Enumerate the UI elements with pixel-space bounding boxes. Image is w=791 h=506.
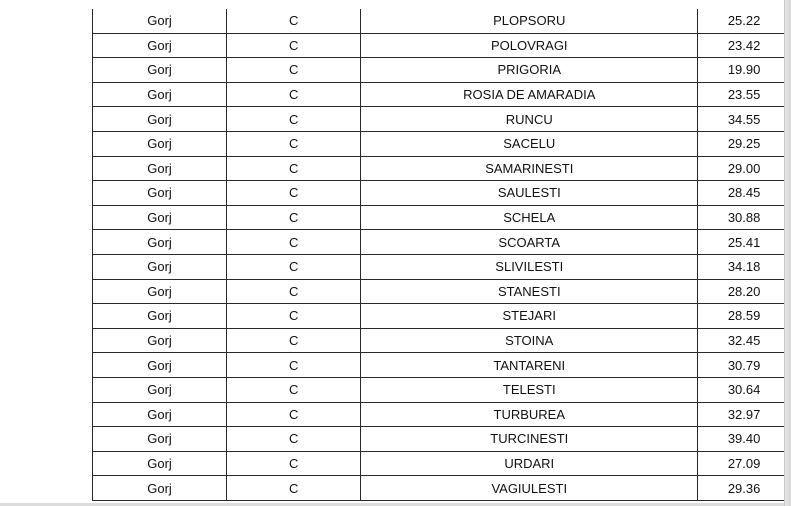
locality-cell: STOINA (361, 328, 698, 353)
locality-cell: TURCINESTI (361, 427, 698, 452)
table-row (93, 58, 791, 83)
locality-cell: SCHELA (361, 205, 698, 230)
value-cell: 28.45 (698, 181, 791, 206)
value-cell: 23.42 (698, 33, 791, 58)
table-row (93, 328, 791, 353)
value-cell: 25.41 (698, 230, 791, 255)
value-cell: 19.90 (698, 58, 791, 83)
locality-cell: SAMARINESTI (361, 156, 698, 181)
value-cell: 23.55 (698, 82, 791, 107)
county-cell: Gorj (93, 476, 227, 501)
table-row (93, 131, 791, 156)
category-cell: C (227, 9, 361, 33)
value-cell: 30.79 (698, 353, 791, 378)
locality-cell: SCOARTA (361, 230, 698, 255)
county-cell: Gorj (93, 9, 227, 33)
value-cell: 25.22 (698, 9, 791, 33)
value-cell: 27.09 (698, 451, 791, 476)
locality-cell: TANTARENI (361, 353, 698, 378)
county-cell: Gorj (93, 304, 227, 329)
value-cell: 28.59 (698, 304, 791, 329)
county-cell: Gorj (93, 328, 227, 353)
county-cell: Gorj (93, 82, 227, 107)
locality-cell: ROSIA DE AMARADIA (361, 82, 698, 107)
category-cell: C (227, 328, 361, 353)
category-cell: C (227, 181, 361, 206)
county-cell: Gorj (93, 279, 227, 304)
locality-cell: SAULESTI (361, 181, 698, 206)
category-cell: C (227, 279, 361, 304)
locality-cell: TURBUREA (361, 402, 698, 427)
table-row (93, 9, 791, 33)
table-row (93, 205, 791, 230)
locality-cell: TELESTI (361, 377, 698, 402)
table-row (93, 279, 791, 304)
value-cell: 29.00 (698, 156, 791, 181)
value-cell: 29.25 (698, 131, 791, 156)
category-cell: C (227, 156, 361, 181)
category-cell: C (227, 476, 361, 501)
value-cell: 29.36 (698, 476, 791, 501)
category-cell: C (227, 353, 361, 378)
table-row (93, 304, 791, 329)
locality-cell: URDARI (361, 451, 698, 476)
county-cell: Gorj (93, 353, 227, 378)
table-row (93, 156, 791, 181)
county-cell: Gorj (93, 377, 227, 402)
category-cell: C (227, 304, 361, 329)
county-cell: Gorj (93, 427, 227, 452)
county-cell: Gorj (93, 230, 227, 255)
table-body (93, 9, 791, 500)
category-cell: C (227, 33, 361, 58)
category-cell: C (227, 230, 361, 255)
county-cell: Gorj (93, 58, 227, 83)
locality-cell: VAGIULESTI (361, 476, 698, 501)
category-cell: C (227, 82, 361, 107)
locality-cell: RUNCU (361, 107, 698, 132)
locality-cell: POLOVRAGI (361, 33, 698, 58)
table-row (93, 82, 791, 107)
table-row (93, 377, 791, 402)
page-edge (784, 0, 791, 506)
table-row (93, 254, 791, 279)
category-cell: C (227, 254, 361, 279)
value-cell: 28.20 (698, 279, 791, 304)
county-cell: Gorj (93, 402, 227, 427)
locality-cell: PLOPSORU (361, 9, 698, 33)
table-row (93, 33, 791, 58)
value-cell: 34.55 (698, 107, 791, 132)
county-cell: Gorj (93, 107, 227, 132)
table-row (93, 427, 791, 452)
category-cell: C (227, 131, 361, 156)
category-cell: C (227, 205, 361, 230)
county-cell: Gorj (93, 451, 227, 476)
table-row (93, 402, 791, 427)
value-cell: 32.45 (698, 328, 791, 353)
table-row (93, 107, 791, 132)
value-cell: 30.64 (698, 377, 791, 402)
category-cell: C (227, 427, 361, 452)
value-cell: 34.18 (698, 254, 791, 279)
locality-cell: PRIGORIA (361, 58, 698, 83)
locality-cell: STEJARI (361, 304, 698, 329)
locality-cell: SACELU (361, 131, 698, 156)
category-cell: C (227, 402, 361, 427)
county-cell: Gorj (93, 156, 227, 181)
table-row (93, 230, 791, 255)
category-cell: C (227, 107, 361, 132)
data-table (92, 9, 791, 501)
county-cell: Gorj (93, 131, 227, 156)
category-cell: C (227, 58, 361, 83)
county-cell: Gorj (93, 33, 227, 58)
locality-cell: SLIVILESTI (361, 254, 698, 279)
table-row (93, 476, 791, 501)
value-cell: 39.40 (698, 427, 791, 452)
table-row (93, 353, 791, 378)
locality-cell: STANESTI (361, 279, 698, 304)
county-cell: Gorj (93, 181, 227, 206)
table-row (93, 451, 791, 476)
category-cell: C (227, 451, 361, 476)
value-cell: 30.88 (698, 205, 791, 230)
table-row (93, 181, 791, 206)
county-cell: Gorj (93, 254, 227, 279)
county-cell: Gorj (93, 205, 227, 230)
value-cell: 32.97 (698, 402, 791, 427)
category-cell: C (227, 377, 361, 402)
